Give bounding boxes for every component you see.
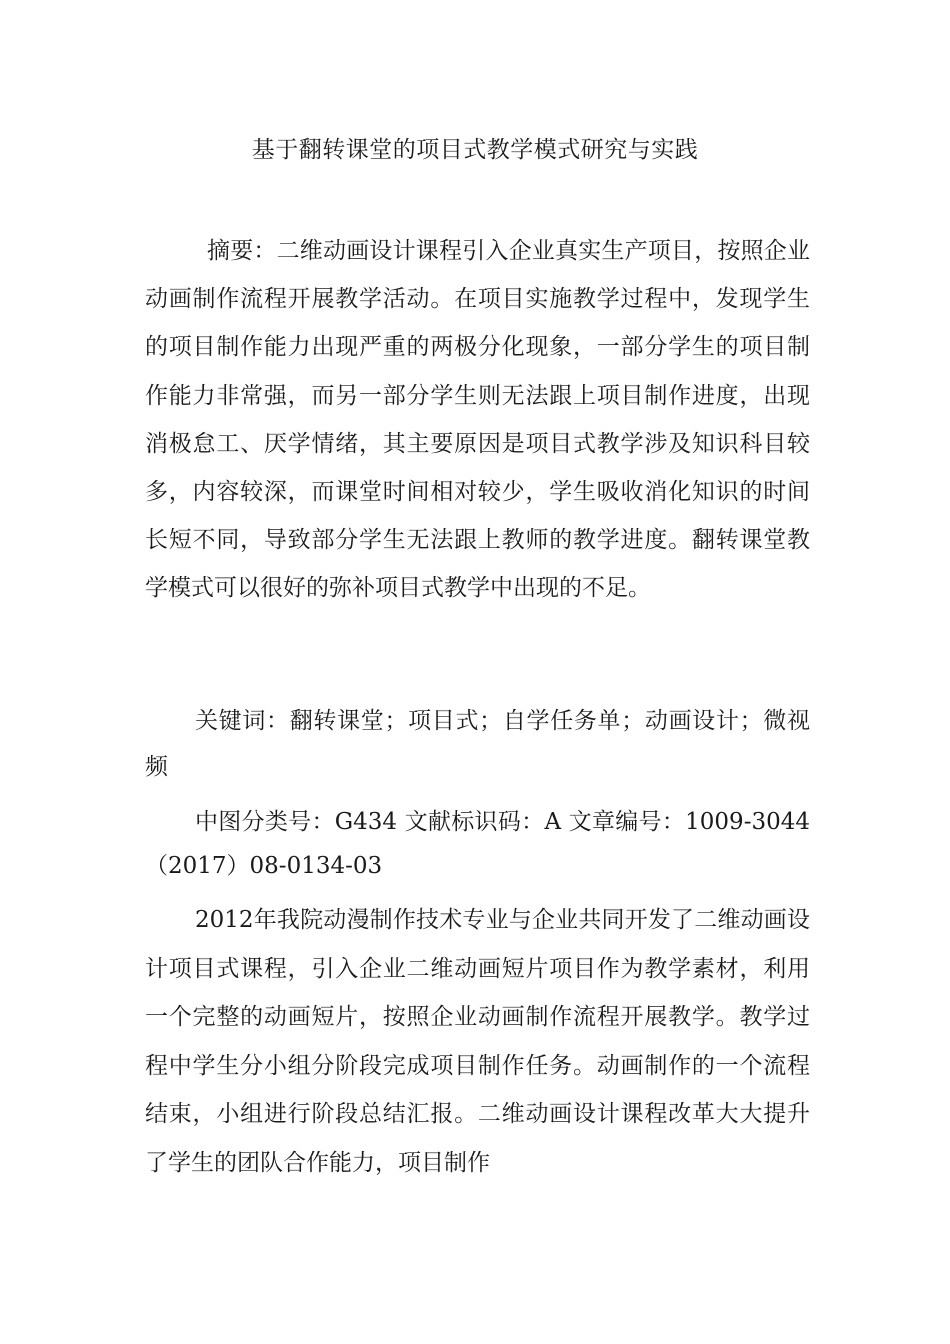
intro-paragraph: 2012年我院动漫制作技术专业与企业共同开发了二维动画设计项目式课程，引入企业二维动画短片项目作为教学素材，利用一个完整的动画短片，按照企业动画制作流程开展教学。教学过程中学生分小组分阶段完成项目制作任务。动画制作的一个流程结束，小组进行阶段总结汇报。二维动画设计课程改革大大提升了学生的团队合作能力，项目制作 — [145, 907, 810, 1176]
keywords-paragraph: 关键词：翻转课堂；项目式；自学任务单；动画设计；微视频 — [145, 708, 810, 780]
classification-paragraph: 中图分类号：G434 文献标识码：A 文章编号：1009-3044（2017）08-0134-03 — [145, 809, 810, 879]
abstract-paragraph: 摘要：二维动画设计课程引入企业真实生产项目，按照企业动画制作流程开展教学活动。在项目实施教学过程中，发现学生的项目制作能力出现严重的两极分化现象，一部分学生的项目制作能力非常强，而另一部分学生则无法跟上项目制作进度，出现消极怠工、厌学情绪，其主要原因是项目式教学涉及知识科目较多，内容较深，而课堂时间相对较少，学生吸收消化知识的时间长短不同，导致部分学生无法跟上教师的教学进度。翻转课堂教学模式可以很好的弥补项目式教学中出现的不足。 — [145, 238, 810, 602]
document-title: 基于翻转课堂的项目式教学模式研究与实践 — [251, 137, 699, 163]
